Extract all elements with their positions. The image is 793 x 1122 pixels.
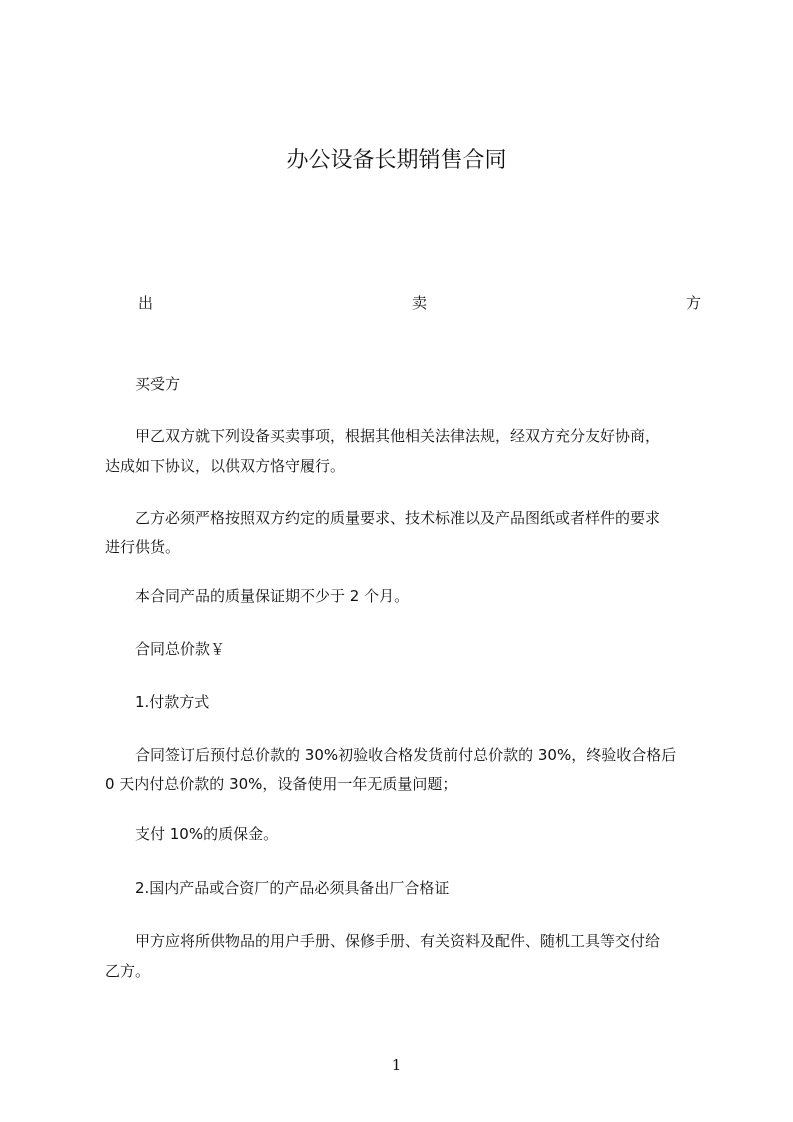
paragraph-intro-line-2: 达成如下协议，以供双方恪守履行。 xyxy=(105,457,346,475)
paragraph-payment-line-2: 0 天内付总价款的 30%，设备使用一年无质量问题； xyxy=(105,775,458,793)
paragraph-manuals-line-1: 甲方应将所供物品的用户手册、保修手册、有关资料及配件、随机工具等交付给 xyxy=(105,932,661,950)
seller-label-char-3: 方 xyxy=(685,294,701,312)
paragraph-deposit: 支付 10%的质保金。 xyxy=(105,825,279,843)
page-number: 1 xyxy=(391,1056,402,1074)
paragraph-total-price: 合同总价款￥ xyxy=(105,640,226,658)
seller-label-row xyxy=(138,292,701,313)
paragraph-certificate: 2.国内产品或合资厂的产品必须具备出厂合格证 xyxy=(105,879,450,897)
paragraph-intro-line-1: 甲乙双方就下列设备买卖事项，根据其他相关法律法规，经双方充分友好协商， xyxy=(105,427,661,445)
paragraph-quality-line-2: 进行供货。 xyxy=(105,538,181,556)
paragraph-payment-line-1: 合同签订后预付总价款的 30%初验收合格发货前付总价款的 30%，终验收合格后 xyxy=(105,746,677,764)
document-title: 办公设备长期销售合同 xyxy=(286,148,507,173)
seller-label-char-1: 出 xyxy=(138,294,154,312)
paragraph-warranty: 本合同产品的质量保证期不少于 2 个月。 xyxy=(105,587,410,605)
paragraph-quality-line-1: 乙方必须严格按照双方约定的质量要求、技术标准以及产品图纸或者样件的要求 xyxy=(105,509,661,527)
paragraph-payment-heading: 1.付款方式 xyxy=(105,693,210,711)
paragraph-manuals-line-2: 乙方。 xyxy=(105,962,151,980)
seller-label-char-2: 卖 xyxy=(411,294,427,312)
paragraph-buyer: 买受方 xyxy=(105,375,181,393)
